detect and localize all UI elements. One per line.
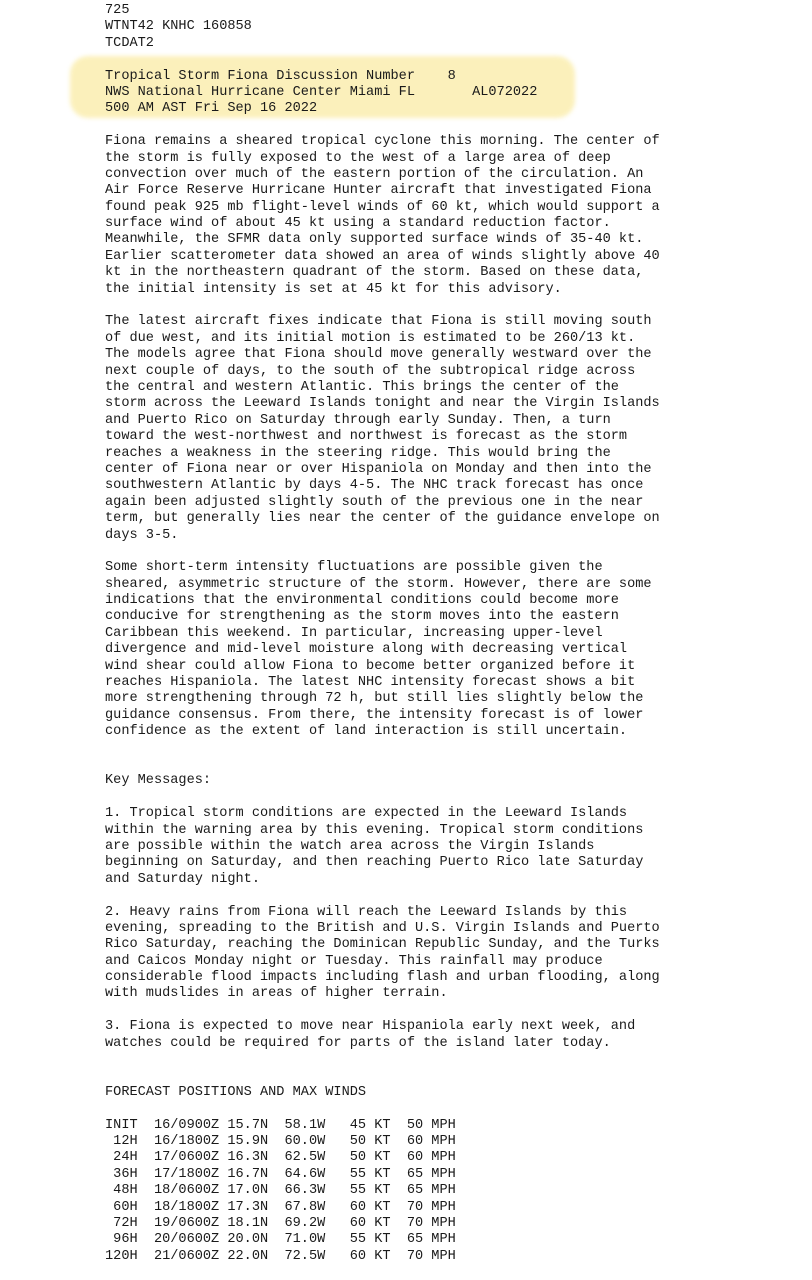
text-line: conducive for strengthening as the storm moves into the eastern <box>105 609 619 625</box>
discussion-document <box>105 3 805 1265</box>
forecast-row: 48H 18/0600Z 17.0N 66.3W 55 KT 65 MPH <box>105 1183 456 1199</box>
text-line: The models agree that Fiona should move generally westward over the <box>105 347 652 363</box>
key-message-item <box>105 806 805 888</box>
text-line: with mudslides in areas of higher terrain. <box>105 986 448 1002</box>
text-line: storm across the Leeward Islands tonight and near the Virgin Islands <box>105 396 660 412</box>
header-line: TCDAT2 <box>105 35 154 51</box>
text-line: Some short-term intensity fluctuations are possible given the <box>105 560 603 576</box>
text-line: the storm is fully exposed to the west of a large area of deep <box>105 150 611 166</box>
discussion-paragraph <box>105 560 805 740</box>
text-line: kt in the northeastern quadrant of the storm. Based on these data, <box>105 265 644 281</box>
text-line: next couple of days, to the south of the subtropical ridge across <box>105 363 636 379</box>
text-line: of due west, and its initial motion is estimated to be 260/13 kt. <box>105 330 636 346</box>
text-line: days 3-5. <box>105 527 179 543</box>
text-line: and Puerto Rico on Saturday through early Sunday. Then, a turn <box>105 412 611 428</box>
text-line: center of Fiona near or over Hispaniola on Monday and then into the <box>105 461 652 477</box>
text-line: convection over much of the eastern portion of the circulation. An <box>105 166 644 182</box>
text-line: divergence and mid-level moisture along with decreasing vertical <box>105 642 628 658</box>
text-line: southwestern Atlantic by days 4-5. The NHC track forecast has once <box>105 478 644 494</box>
header-line: WTNT42 KNHC 160858 <box>105 19 252 35</box>
discussion-paragraph <box>105 134 805 298</box>
forecast-row: 24H 17/0600Z 16.3N 62.5W 50 KT 60 MPH <box>105 1150 456 1166</box>
text-line: found peak 925 mb flight-level winds of 60 kt, which would support a <box>105 199 660 215</box>
title-line: 500 AM AST Fri Sep 16 2022 <box>105 101 318 117</box>
text-line: indications that the environmental conditions could become more <box>105 593 619 609</box>
text-line: The latest aircraft fixes indicate that Fiona is still moving south <box>105 314 652 330</box>
text-line: surface wind of about 45 kt using a standard reduction factor. <box>105 216 611 232</box>
text-line: Air Force Reserve Hurricane Hunter aircraft that investigated Fiona <box>105 183 652 199</box>
title-line: NWS National Hurricane Center Miami FL AL072022 <box>105 84 538 100</box>
text-line: reaches a weakness in the steering ridge. This would bring the <box>105 445 611 461</box>
forecast-row: 120H 21/0600Z 22.0N 72.5W 60 KT 70 MPH <box>105 1248 456 1264</box>
header-block <box>105 3 805 52</box>
forecast-row: INIT 16/0900Z 15.7N 58.1W 45 KT 50 MPH <box>105 1117 456 1133</box>
text-line: the central and western Atlantic. This brings the center of the <box>105 379 619 395</box>
forecast-table <box>105 1118 805 1266</box>
key-message-item <box>105 1019 805 1052</box>
text-line: Caribbean this weekend. In particular, increasing upper-level <box>105 625 603 641</box>
text-line: Meanwhile, the SFMR data only supported surface winds of 35-40 kt. <box>105 232 644 248</box>
text-line: Fiona remains a sheared tropical cyclone this morning. The center of <box>105 134 660 150</box>
key-messages-heading: Key Messages: <box>105 773 212 789</box>
text-line: guidance consensus. From there, the intensity forecast is of lower <box>105 707 644 723</box>
forecast-row: 72H 19/0600Z 18.1N 69.2W 60 KT 70 MPH <box>105 1215 456 1231</box>
text-line: sheared, asymmetric structure of the storm. However, there are some <box>105 576 652 592</box>
forecast-row: 36H 17/1800Z 16.7N 64.6W 55 KT 65 MPH <box>105 1166 456 1182</box>
forecast-row: 60H 18/1800Z 17.3N 67.8W 60 KT 70 MPH <box>105 1199 456 1215</box>
text-line: beginning on Saturday, and then reaching Puerto Rico late Saturday <box>105 855 644 871</box>
text-line: toward the west-northwest and northwest is forecast as the storm <box>105 429 628 445</box>
header-line: 725 <box>105 3 130 18</box>
text-line: and Caicos Monday night or Tuesday. This rainfall may produce <box>105 953 603 969</box>
text-line: more strengthening through 72 h, but still lies slightly below the <box>105 691 644 707</box>
text-line: wind shear could allow Fiona to become better organized before it <box>105 658 636 674</box>
discussion-paragraph <box>105 314 805 543</box>
text-line: confidence as the extent of land interaction is still uncertain. <box>105 724 628 740</box>
title-block <box>105 69 805 118</box>
text-line: are possible within the watch area across the Virgin Islands <box>105 838 595 854</box>
forecast-heading: FORECAST POSITIONS AND MAX WINDS <box>105 1084 367 1100</box>
forecast-row: 96H 20/0600Z 20.0N 71.0W 55 KT 65 MPH <box>105 1232 456 1248</box>
text-line: considerable flood impacts including flash and urban flooding, along <box>105 970 660 986</box>
text-line: 2. Heavy rains from Fiona will reach the Leeward Islands by this <box>105 904 628 920</box>
text-line: term, but generally lies near the center of the guidance envelope on <box>105 511 660 527</box>
text-line: the initial intensity is set at 45 kt for this advisory. <box>105 281 562 297</box>
text-line: again been adjusted slightly south of the previous one in the near <box>105 494 644 510</box>
text-line: within the warning area by this evening. Tropical storm conditions <box>105 822 644 838</box>
text-line: Rico Saturday, reaching the Dominican Republic Sunday, and the Turks <box>105 937 660 953</box>
text-line: watches could be required for parts of the island later today. <box>105 1035 611 1051</box>
text-line: reaches Hispaniola. The latest NHC intensity forecast shows a bit <box>105 675 636 691</box>
text-line: evening, spreading to the British and U.S. Virgin Islands and Puerto <box>105 920 660 936</box>
text-line: 3. Fiona is expected to move near Hispaniola early next week, and <box>105 1019 636 1035</box>
text-line: Earlier scatterometer data showed an area of winds slightly above 40 <box>105 248 660 264</box>
forecast-row: 12H 16/1800Z 15.9N 60.0W 50 KT 60 MPH <box>105 1133 456 1149</box>
key-message-item <box>105 905 805 1003</box>
title-line: Tropical Storm Fiona Discussion Number 8 <box>105 68 456 84</box>
text-line: and Saturday night. <box>105 871 260 887</box>
text-line: 1. Tropical storm conditions are expected in the Leeward Islands <box>105 806 628 822</box>
